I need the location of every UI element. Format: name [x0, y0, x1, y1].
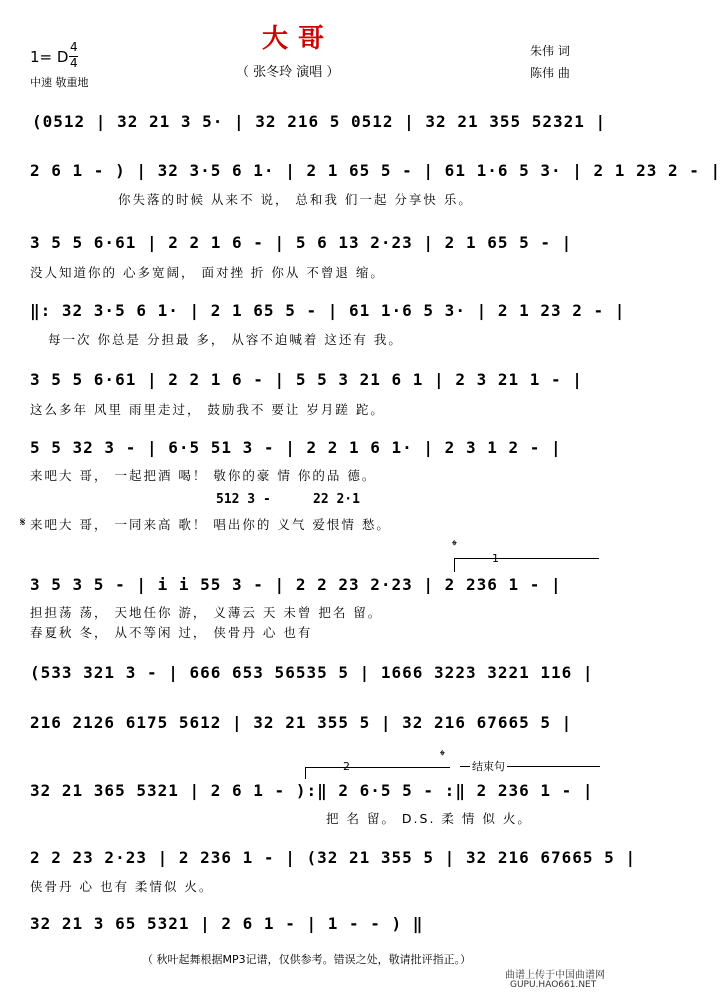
score-line-8-notes: (533 321 3 - | 666 653 56535 5 | 1666 3223 3221 116 | [30, 663, 594, 682]
variant-notes-a: 512 3 - [216, 492, 271, 507]
score-line-10-notes: 32 21 365 5321 | 2 6 1 - ):‖ 2 6·5 5 - :‖ 2 236 1 - | [30, 781, 594, 800]
score-line-12-notes: 32 21 3 65 5321 | 2 6 1 - | 1 - - ) ‖ [30, 914, 424, 933]
composer-credit: 陈伟 曲 [530, 66, 570, 80]
score-line-4-lyrics: 每一次 你总是 分担最 多， 从容不迫喊着 这还有 我。 [48, 332, 403, 347]
score-line-3-notes: 3 5 5 6·61 | 2 2 1 6 - | 5 6 13 2·23 | 2 1 65 5 - | [30, 233, 573, 252]
score-line-4-notes: ‖: 32 3·5 6 1· | 2 1 65 5 - | 61 1·6 5 3· | 2 1 23 2 - | [30, 301, 626, 320]
volta-1-left [454, 558, 455, 572]
song-title: 大哥 [262, 24, 335, 54]
score-line-9-notes: 216 2126 6175 5612 | 32 21 355 5 | 32 216 67665 5 | [30, 713, 573, 732]
time-top: 4 [70, 40, 78, 54]
ending-label: 结束句 [472, 760, 505, 773]
score-line-11-notes: 2 2 23 2·23 | 2 236 1 - | (32 21 355 5 | 32 216 67665 5 | [30, 848, 637, 867]
volta-1-label: 1 [492, 552, 499, 565]
segno-mark: 𝄋 [20, 514, 28, 529]
score-line-2-notes: 2 6 1 - ) | 32 3·5 6 1· | 2 1 65 5 - | 61 1·6 5 3· | 2 1 23 2 - | [30, 161, 721, 180]
score-line-3-lyrics: 没人知道你的 心多宽阔， 面对挫 折 你从 不曾退 缩。 [30, 265, 385, 280]
volta-2-left [305, 767, 306, 779]
lyricist-credit: 朱伟 词 [530, 44, 570, 58]
volta-1-bracket [454, 558, 599, 559]
score-line-7-lyrics: 担担荡 荡， 天地任你 游， 义薄云 天 未曾 把名 留。 [30, 605, 383, 620]
footnote: （ 秋叶起舞根据MP3记谱，仅供参考。错误之处，敬请批评指正。） [142, 953, 472, 966]
time-bottom: 4 [70, 56, 78, 70]
score-line-2-lyrics: 你失落的时候 从来不 说， 总和我 们一起 分享快 乐。 [118, 192, 473, 207]
coda-mark-2: 𝄌 [440, 748, 445, 764]
score-line-7-notes: 3 5 3 5 - | i i 55 3 - | 2 2 23 2·23 | 2 236 1 - | [30, 575, 562, 594]
volta-2-label: 2 [343, 760, 350, 773]
score-line-6-lyrics: 来吧大 哥， 一起把酒 喝！ 敬你的豪 情 你的品 德。 [30, 468, 377, 483]
score-line-5-lyrics: 这么多年 风里 雨里走过， 鼓励我不 要让 岁月蹉 跎。 [30, 402, 385, 417]
watermark-line-2: GUPU.HAO661.NET [510, 980, 597, 990]
score-line-6b-lyrics: 来吧大 哥， 一同来高 歌！ 唱出你的 义气 爱恨情 愁。 [30, 517, 391, 532]
volta-2-bracket [305, 767, 450, 768]
score-line-1-notes: (0512 | 32 21 3 5· | 32 216 5 0512 | 32 21 355 52321 | [32, 112, 607, 131]
score-line-5-notes: 3 5 5 6·61 | 2 2 1 6 - | 5 5 3 21 6 1 | 2 3 21 1 - | [30, 370, 583, 389]
variant-notes-b: 22 2·1 [313, 492, 360, 507]
score-line-7-lyrics-2: 春夏秋 冬， 从不等闲 过， 侠骨丹 心 也有 [30, 625, 313, 640]
performer-subtitle: （ 张冬玲 演唱 ） [236, 65, 340, 80]
watermark-line-1: 曲谱上传于中国曲谱网 [505, 970, 605, 981]
score-line-11-lyrics: 侠骨丹 心 也有 柔情似 火。 [30, 879, 214, 894]
key-signature: 1= D [30, 48, 69, 66]
tempo-marking: 中速 敬重地 [30, 76, 89, 89]
coda-mark-1: 𝄌 [452, 538, 457, 554]
score-line-10-lyrics: 把 名 留。 D.S. 柔 情 似 火。 [326, 811, 532, 826]
score-line-6-notes: 5 5 32 3 - | 6·5 51 3 - | 2 2 1 6 1· | 2 3 1 2 - | [30, 438, 562, 457]
